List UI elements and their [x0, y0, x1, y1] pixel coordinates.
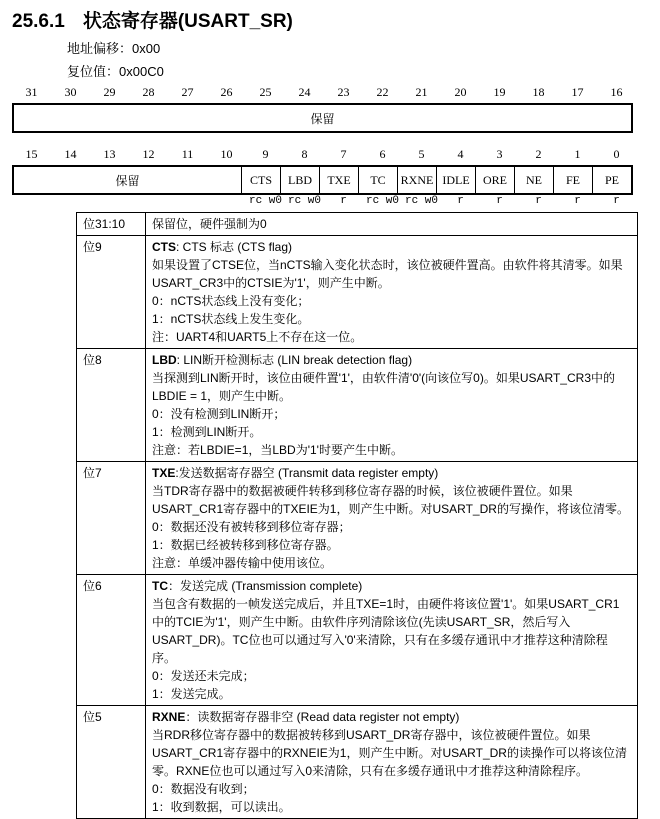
description-row — [77, 462, 638, 575]
access-type: rc w0 — [365, 195, 399, 207]
lower-reserved-label: 保留 — [115, 173, 140, 188]
bit-number: 2 — [535, 147, 542, 161]
bit-number: 21 — [415, 85, 428, 99]
bit-label: 位5 — [77, 706, 146, 819]
field-title: : LIN断开检测标志 (LIN break detection flag) — [176, 353, 413, 367]
description-line: 1：收到数据，可以读出。 — [152, 800, 291, 814]
bit-label: 位31:10 — [77, 213, 146, 236]
description-line: 1：检测到LIN断开。 — [152, 425, 262, 439]
description-line: 当包含有数据的一帧发送完成后，并且TXE=1时，由硬件将该位置'1'。如果USART_CR1中的TCIE为'1'，则产生中断。由软件序列清除该位(先读USART_SR，然后写入USART_DR)。TC位也可以通过写入'0'来清除，只有在多缓存通讯中才推荐这种清除程序。 — [152, 597, 620, 665]
field-tc: TC — [358, 167, 397, 193]
bit-label: 位8 — [77, 349, 146, 462]
field-ne: NE — [514, 167, 553, 193]
description-line: 0：数据还没有被转移到移位寄存器； — [152, 520, 351, 534]
field-pe: PE — [592, 167, 631, 193]
field-title: 保留位，硬件强制为0 — [152, 217, 267, 231]
bit-number: 20 — [454, 85, 467, 99]
bit-label: 位7 — [77, 462, 146, 575]
bit-number: 30 — [64, 85, 77, 99]
bit-number: 4 — [457, 147, 464, 161]
field-title: ：发送完成 (Transmission complete) — [168, 579, 363, 593]
bit-number: 13 — [103, 147, 116, 161]
section-number: 25.6.1 — [12, 11, 65, 32]
description-row — [77, 236, 638, 349]
description-line: 0：没有检测到LIN断开； — [152, 407, 286, 421]
description-line: 1：数据已经被转移到移位寄存器。 — [152, 538, 339, 552]
bit-number: 23 — [337, 85, 350, 99]
description-line: 当TDR寄存器中的数据被硬件转移到移位寄存器的时候，该位被硬件置位。如果USART_CR1寄存器中的TXEIE为1，则产生中断。对USART_DR的写操作，将该位清零。 — [152, 484, 629, 516]
description-line: 如果设置了CTSE位，当nCTS输入变化状态时，该位被硬件置高。由软件将其清零。如果USART_CR3中的CTSIE为'1'，则产生中断。 — [152, 258, 623, 290]
upper-bit-numbers — [12, 85, 636, 100]
field-cts: CTS — [241, 167, 280, 193]
bit-number: 0 — [613, 147, 620, 161]
description-line: 1：发送完成。 — [152, 687, 231, 701]
access-blank — [51, 195, 90, 207]
field-name: TC — [152, 579, 168, 593]
lower-reserved-field — [14, 167, 241, 193]
description-line: 0：数据没有收到； — [152, 782, 255, 796]
access-type: r — [496, 195, 503, 207]
description-line: 当探测到LIN断开时，该位由硬件置'1'，由软件清'0'(向该位写0)。如果USART_CR3中的LBDIE = 1，则产生中断。 — [152, 371, 615, 403]
access-row — [12, 195, 636, 207]
field-name: TXE — [152, 466, 176, 480]
field-ore: ORE — [475, 167, 514, 193]
field-heading — [152, 464, 631, 482]
bit-number: 26 — [220, 85, 233, 99]
description-row — [77, 575, 638, 706]
bit-number: 15 — [25, 147, 38, 161]
field-heading — [152, 577, 631, 595]
reset-value: 复位值：0x00C0 — [67, 64, 164, 79]
bit-number: 18 — [532, 85, 545, 99]
description-row — [77, 349, 638, 462]
bit-number: 27 — [181, 85, 194, 99]
field-name: CTS — [152, 240, 176, 254]
access-type: r — [457, 195, 464, 207]
bit-number: 12 — [142, 147, 155, 161]
field-rxne: RXNE — [397, 167, 436, 193]
description-line: 注：UART4和UART5上不存在这一位。 — [152, 330, 363, 344]
description-line: 注意：单缓冲器传输中使用该位。 — [152, 556, 333, 570]
bit-number: 14 — [64, 147, 77, 161]
bit-number: 5 — [418, 147, 425, 161]
bit-number: 25 — [259, 85, 272, 99]
description-line: 0：发送还未完成； — [152, 669, 255, 683]
description-line: 注意：若LBDIE=1，当LBD为'1'时要产生中断。 — [152, 443, 403, 457]
bit-description — [146, 462, 638, 575]
field-title: ：读数据寄存器非空 (Read data register not empty) — [185, 710, 460, 724]
bit-number: 11 — [181, 147, 194, 161]
bit-number: 28 — [142, 85, 155, 99]
bit-number: 19 — [493, 85, 506, 99]
upper-reserved-field: 保留 — [310, 111, 335, 126]
access-type: r — [535, 195, 542, 207]
bit-number: 31 — [25, 85, 38, 99]
access-type: rc w0 — [287, 195, 321, 207]
description-line: 当RDR移位寄存器中的数据被转移到USART_DR寄存器中，该位被硬件置位。如果USART_CR1寄存器中的RXNEIE为1，则产生中断。对USART_DR的读操作可以将该位清零。RXNE位也可以通过写入0来清除，只有在多缓存通讯中才推荐这种清除程序。 — [152, 728, 627, 778]
access-blank — [129, 195, 168, 207]
field-txe: TXE — [319, 167, 358, 193]
field-lbd: LBD — [280, 167, 319, 193]
access-blank — [12, 195, 51, 207]
access-type: r — [574, 195, 581, 207]
access-blank — [90, 195, 129, 207]
bit-number: 9 — [262, 147, 269, 161]
description-line: 1：nCTS状态线上发生变化。 — [152, 312, 310, 326]
bit-description — [146, 349, 638, 462]
access-blank — [207, 195, 246, 207]
description-line: 0：nCTS状态线上没有变化； — [152, 294, 310, 308]
field-title: :发送数据寄存器空 (Transmit data register empty) — [175, 466, 439, 480]
bit-label: 位6 — [77, 575, 146, 706]
register-title: 状态寄存器(USART_SR) — [82, 11, 293, 32]
field-heading — [152, 215, 631, 233]
access-type: rc w0 — [404, 195, 438, 207]
bit-description — [146, 706, 638, 819]
bit-number: 16 — [610, 85, 623, 99]
field-title: : CTS 标志 (CTS flag) — [176, 240, 293, 254]
field-heading — [152, 708, 631, 726]
access-type: rc w0 — [248, 195, 282, 207]
lower-bit-numbers — [12, 147, 636, 162]
bit-number: 22 — [376, 85, 389, 99]
field-heading — [152, 238, 631, 256]
description-row — [77, 213, 638, 236]
bit-number: 24 — [298, 85, 311, 99]
field-idle: IDLE — [436, 167, 475, 193]
lower-register-row — [12, 165, 633, 195]
bit-label: 位9 — [77, 236, 146, 349]
description-row — [77, 706, 638, 819]
access-type: r — [613, 195, 620, 207]
bit-number: 29 — [103, 85, 116, 99]
bit-number: 7 — [340, 147, 347, 161]
bit-description — [146, 213, 638, 236]
bit-number: 6 — [379, 147, 386, 161]
bit-description — [146, 236, 638, 349]
bit-description-table — [76, 212, 638, 819]
bit-number: 3 — [496, 147, 503, 161]
bit-number: 8 — [301, 147, 308, 161]
bit-number: 17 — [571, 85, 584, 99]
field-heading — [152, 351, 631, 369]
access-blank — [168, 195, 207, 207]
access-type: r — [340, 195, 347, 207]
field-name: LBD — [152, 353, 177, 367]
section-heading — [12, 6, 293, 33]
field-fe: FE — [553, 167, 592, 193]
bit-description — [146, 575, 638, 706]
upper-register-row — [12, 103, 633, 133]
field-name: RXNE — [152, 710, 186, 724]
bit-number: 1 — [574, 147, 581, 161]
address-offset: 地址偏移：0x00 — [67, 41, 161, 56]
bit-number: 10 — [220, 147, 233, 161]
